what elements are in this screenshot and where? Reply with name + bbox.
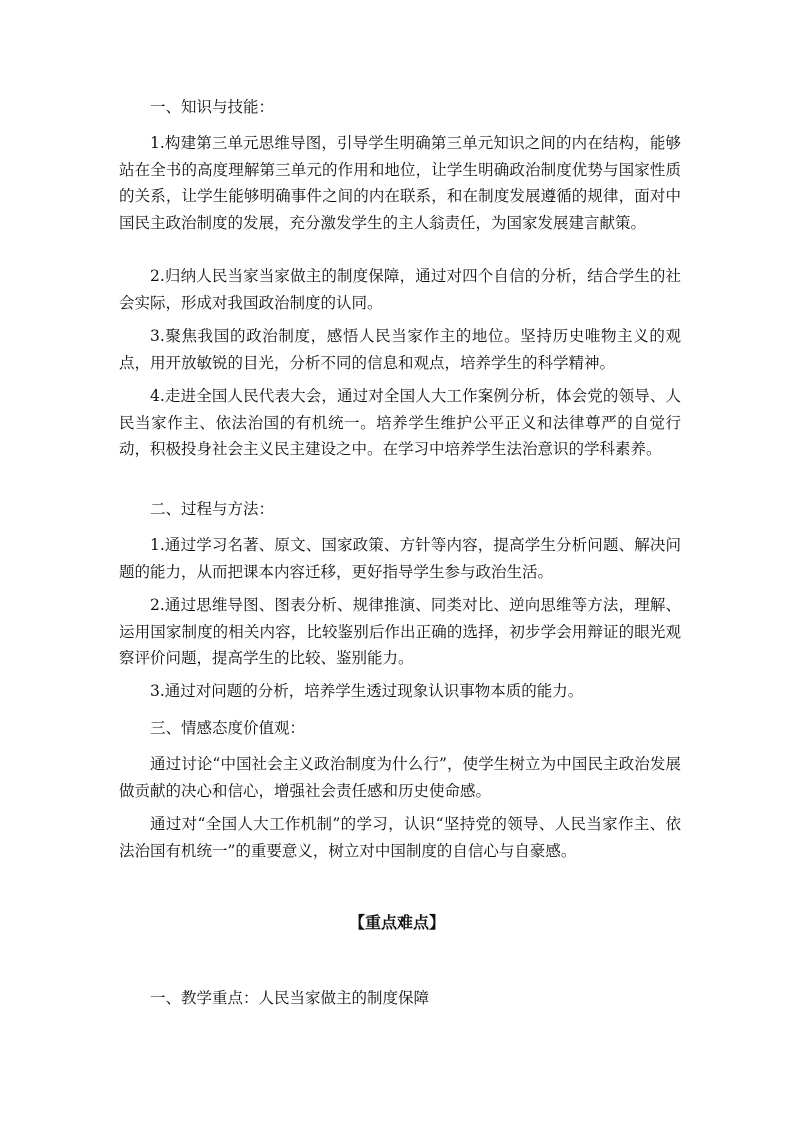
paragraph-process-2: 2.通过思维导图、图表分析、规律推演、同类对比、逆向思维等方法，理解、运用国家制度的相关内容，比较鉴别后作出正确的选择，初步学会用辩证的眼光观察评价问题，提高学生的比较、鉴别能力。	[119, 596, 681, 667]
paragraph-knowledge-3: 3.聚焦我国的政治制度，感悟人民当家作主的地位。坚持历史唯物主义的观点，用开放敏锐的目光，分析不同的信息和观点，培养学生的科学精神。	[119, 327, 681, 372]
key-points-title: 【重点难点】	[348, 913, 445, 932]
paragraph-process-1: 1.通过学习名著、原文、国家政策、方针等内容，提高学生分析问题、解决问题的能力，从而把课本内容迁移，更好指导学生参与政治生活。	[119, 536, 681, 581]
section-heading-values: 三、情感态度价值观：	[150, 719, 306, 737]
paragraph-knowledge-1: 1.构建第三单元思维导图，引导学生明确第三单元知识之间的内在结构，能够站在全书的高度理解第三单元的作用和地位，让学生明确政治制度优势与国家性质的关系，让学生能够明确事件之间的内在联系，和在制度发展遵循的规律，面对中国民主政治制度的发展，充分激发学生的主人翁责任，为国家发展建言献策。	[119, 134, 681, 232]
key-point-first: 一、教学重点：人民当家做主的制度保障	[150, 989, 430, 1007]
section-heading-knowledge: 一、知识与技能：	[150, 98, 275, 116]
paragraph-process-3: 3.通过对问题的分析，培养学生透过现象认识事物本质的能力。	[150, 682, 584, 700]
paragraph-knowledge-2: 2.归纳人民当家当家做主的制度保障，通过对四个自信的分析，结合学生的社会实际，形成对我国政治制度的认同。	[119, 267, 681, 312]
section-heading-process: 二、过程与方法：	[150, 500, 275, 518]
paragraph-values-1: 通过讨论“中国社会主义政治制度为什么行”，使学生树立为中国民主政治发展做贡献的决心和信心，增强社会责任感和历史使命感。	[119, 755, 681, 800]
paragraph-values-2: 通过对“全国人大工作机制”的学习，认识“坚持党的领导、人民当家作主、依法治国有机统一”的重要意义，树立对中国制度的自信心与自豪感。	[119, 815, 681, 860]
paragraph-knowledge-4: 4.走进全国人民代表大会，通过对全国人大工作案例分析，体会党的领导、人民当家作主、依法治国的有机统一。培养学生维护公平正义和法律尊严的自觉行动，积极投身社会主义民主建设之中。在学习中培养学生法治意识的学科素养。	[119, 387, 681, 458]
